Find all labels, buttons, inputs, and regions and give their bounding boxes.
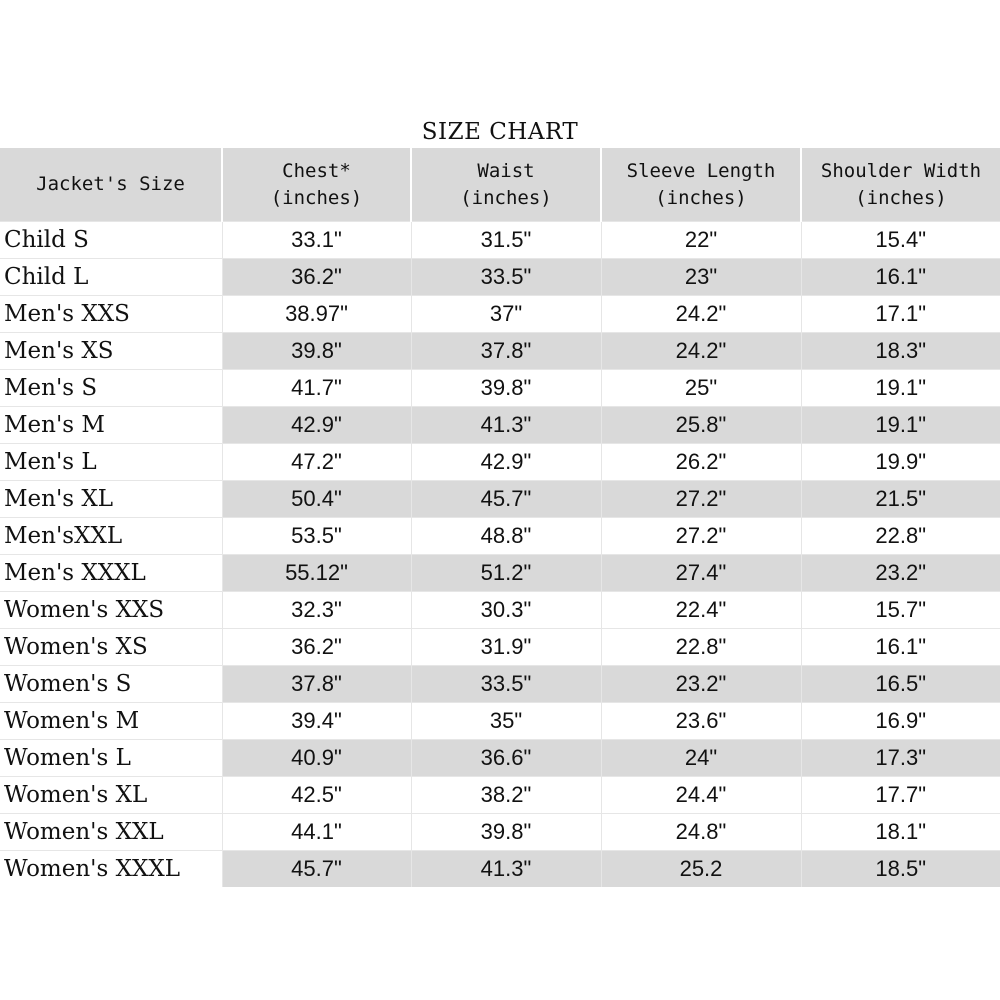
chest-cell: 50.4" <box>222 481 411 518</box>
shoulder-width-cell: 21.5" <box>801 481 1000 518</box>
shoulder-width-cell: 16.1" <box>801 629 1000 666</box>
shoulder-width-cell: 19.9" <box>801 444 1000 481</box>
sleeve-length-cell: 24" <box>601 740 801 777</box>
waist-cell: 48.8" <box>411 518 601 555</box>
column-header-unit: (inches) <box>655 186 747 209</box>
waist-cell: 31.5" <box>411 222 601 259</box>
table-row <box>0 777 1000 814</box>
shoulder-width-cell: 16.9" <box>801 703 1000 740</box>
sleeve-length-cell: 27.4" <box>601 555 801 592</box>
size-cell: Women's XXS <box>0 592 222 629</box>
size-cell: Men'sXXL <box>0 518 222 555</box>
size-cell: Men's XXS <box>0 296 222 333</box>
chest-cell: 45.7" <box>222 851 411 888</box>
sleeve-length-cell: 27.2" <box>601 518 801 555</box>
sleeve-length-cell: 26.2" <box>601 444 801 481</box>
table-row <box>0 666 1000 703</box>
shoulder-width-cell: 18.5" <box>801 851 1000 888</box>
shoulder-width-cell: 17.7" <box>801 777 1000 814</box>
table-row <box>0 370 1000 407</box>
sleeve-length-cell: 25.2 <box>601 851 801 888</box>
column-header-shoulder-width <box>801 148 1000 222</box>
sleeve-length-cell: 25.8" <box>601 407 801 444</box>
shoulder-width-cell: 19.1" <box>801 407 1000 444</box>
shoulder-width-cell: 18.3" <box>801 333 1000 370</box>
size-cell: Women's XXXL <box>0 851 222 888</box>
table-row <box>0 296 1000 333</box>
waist-cell: 38.2" <box>411 777 601 814</box>
chest-cell: 32.3" <box>222 592 411 629</box>
column-header-unit: (inches) <box>460 186 552 209</box>
shoulder-width-cell: 17.3" <box>801 740 1000 777</box>
size-cell: Child S <box>0 222 222 259</box>
size-cell: Women's L <box>0 740 222 777</box>
shoulder-width-cell: 16.5" <box>801 666 1000 703</box>
sleeve-length-cell: 22.4" <box>601 592 801 629</box>
column-header-line: Chest* <box>282 159 351 182</box>
chest-cell: 36.2" <box>222 259 411 296</box>
size-cell: Women's XXL <box>0 814 222 851</box>
table-row <box>0 851 1000 888</box>
waist-cell: 35" <box>411 703 601 740</box>
table-row <box>0 259 1000 296</box>
waist-cell: 37" <box>411 296 601 333</box>
size-cell: Men's M <box>0 407 222 444</box>
shoulder-width-cell: 18.1" <box>801 814 1000 851</box>
table-row <box>0 592 1000 629</box>
size-cell: Men's S <box>0 370 222 407</box>
chest-cell: 40.9" <box>222 740 411 777</box>
size-cell: Women's XS <box>0 629 222 666</box>
column-header-chest <box>222 148 411 222</box>
table-row <box>0 740 1000 777</box>
column-header-sleeve-length <box>601 148 801 222</box>
waist-cell: 37.8" <box>411 333 601 370</box>
shoulder-width-cell: 19.1" <box>801 370 1000 407</box>
table-row <box>0 333 1000 370</box>
table-row <box>0 407 1000 444</box>
chest-cell: 47.2" <box>222 444 411 481</box>
chest-cell: 55.12" <box>222 555 411 592</box>
table-row <box>0 555 1000 592</box>
shoulder-width-cell: 22.8" <box>801 518 1000 555</box>
column-header-line: Shoulder Width <box>820 159 982 182</box>
table-row <box>0 518 1000 555</box>
chest-cell: 44.1" <box>222 814 411 851</box>
sleeve-length-cell: 23" <box>601 259 801 296</box>
size-cell: Child L <box>0 259 222 296</box>
column-header-line: Sleeve Length <box>626 159 776 182</box>
column-header-unit: (inches) <box>855 186 947 209</box>
table-row <box>0 222 1000 259</box>
sleeve-length-cell: 24.4" <box>601 777 801 814</box>
column-header-line: Jacket's Size <box>36 173 185 195</box>
table-header-row <box>0 148 1000 222</box>
chest-cell: 41.7" <box>222 370 411 407</box>
waist-cell: 36.6" <box>411 740 601 777</box>
column-header-jacket-size <box>0 148 222 222</box>
chest-cell: 36.2" <box>222 629 411 666</box>
chest-cell: 42.9" <box>222 407 411 444</box>
size-chart-table <box>0 148 1000 887</box>
page-title: SIZE CHART <box>421 119 579 145</box>
chest-cell: 39.4" <box>222 703 411 740</box>
sleeve-length-cell: 24.8" <box>601 814 801 851</box>
size-cell: Women's XL <box>0 777 222 814</box>
waist-cell: 39.8" <box>411 814 601 851</box>
waist-cell: 41.3" <box>411 851 601 888</box>
chest-cell: 33.1" <box>222 222 411 259</box>
sleeve-length-cell: 22" <box>601 222 801 259</box>
sleeve-length-cell: 24.2" <box>601 333 801 370</box>
size-cell: Men's L <box>0 444 222 481</box>
chest-cell: 42.5" <box>222 777 411 814</box>
table-row <box>0 629 1000 666</box>
shoulder-width-cell: 23.2" <box>801 555 1000 592</box>
waist-cell: 30.3" <box>411 592 601 629</box>
size-cell: Men's XL <box>0 481 222 518</box>
size-cell: Women's M <box>0 703 222 740</box>
waist-cell: 39.8" <box>411 370 601 407</box>
sleeve-length-cell: 23.2" <box>601 666 801 703</box>
waist-cell: 42.9" <box>411 444 601 481</box>
column-header-unit: (inches) <box>270 186 363 209</box>
size-cell: Women's S <box>0 666 222 703</box>
shoulder-width-cell: 15.7" <box>801 592 1000 629</box>
chest-cell: 37.8" <box>222 666 411 703</box>
shoulder-width-cell: 15.4" <box>801 222 1000 259</box>
waist-cell: 41.3" <box>411 407 601 444</box>
waist-cell: 45.7" <box>411 481 601 518</box>
sleeve-length-cell: 27.2" <box>601 481 801 518</box>
sleeve-length-cell: 23.6" <box>601 703 801 740</box>
shoulder-width-cell: 16.1" <box>801 259 1000 296</box>
chest-cell: 39.8" <box>222 333 411 370</box>
column-header-waist <box>411 148 601 222</box>
table-row <box>0 444 1000 481</box>
waist-cell: 31.9" <box>411 629 601 666</box>
waist-cell: 51.2" <box>411 555 601 592</box>
chest-cell: 38.97" <box>222 296 411 333</box>
size-cell: Men's XXXL <box>0 555 222 592</box>
sleeve-length-cell: 24.2" <box>601 296 801 333</box>
column-header-line: Waist <box>477 159 535 182</box>
table-row <box>0 481 1000 518</box>
waist-cell: 33.5" <box>411 259 601 296</box>
chest-cell: 53.5" <box>222 518 411 555</box>
table-row <box>0 814 1000 851</box>
sleeve-length-cell: 25" <box>601 370 801 407</box>
shoulder-width-cell: 17.1" <box>801 296 1000 333</box>
waist-cell: 33.5" <box>411 666 601 703</box>
table-row <box>0 703 1000 740</box>
size-cell: Men's XS <box>0 333 222 370</box>
sleeve-length-cell: 22.8" <box>601 629 801 666</box>
